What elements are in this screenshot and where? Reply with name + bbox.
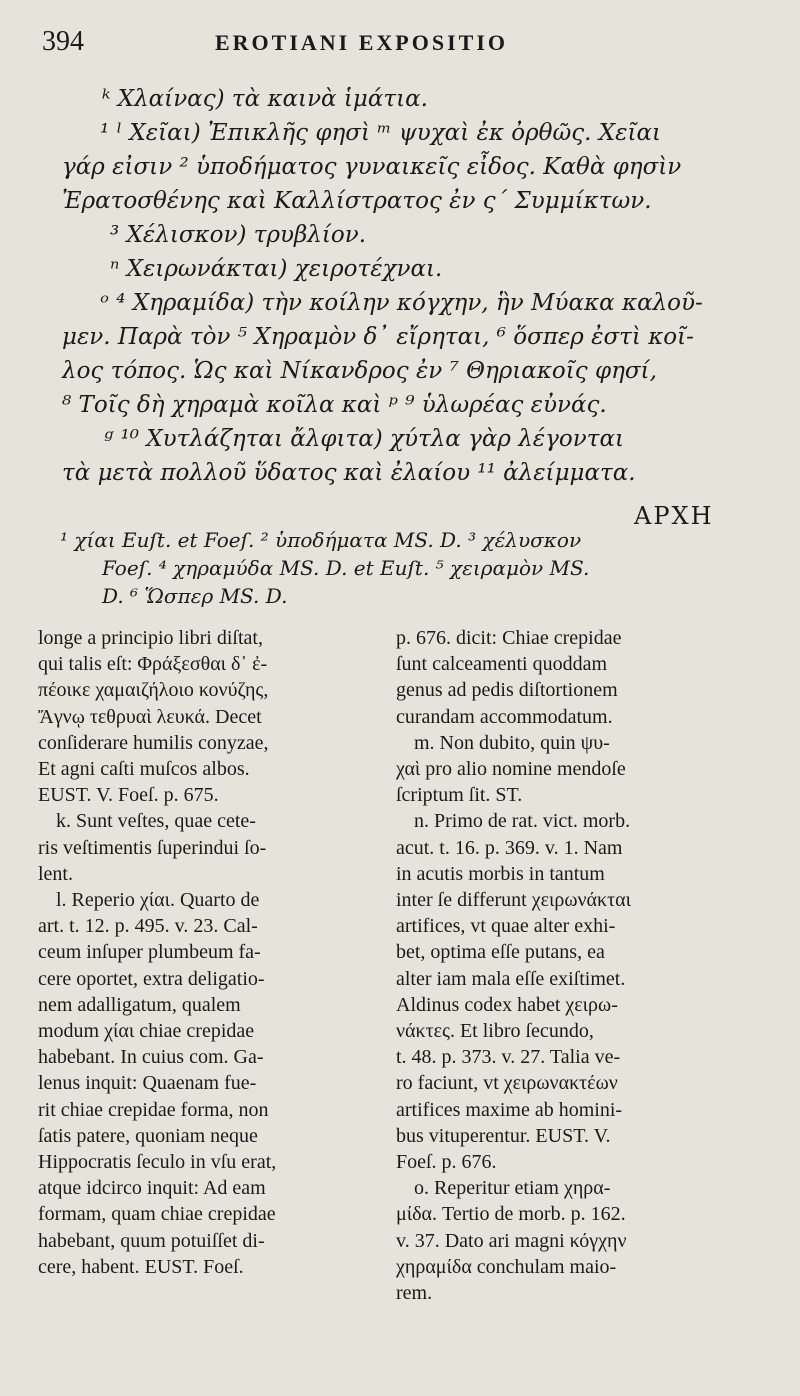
gloss-line: ⁿ Χειρωνάκται) χειροτέχναι. [110,256,443,282]
commentary-paragraph: o. Reperitur etiam χηρα- μίδα. Tertio de morb. p. 162. v. 37. Dato ari magni κόγχην χηραμίδα conchulam maio- rem. [396,1177,627,1305]
apparatus-line: Foeſ. ⁴ χηραμύδα MS. D. et Euſt. ⁵ χειραμὸν MS. [102,556,590,580]
commentary-right-column [396,625,728,1306]
gloss-line: ³ Χέλισκον) τρυβλίον. [110,222,366,248]
commentary-left-column [38,625,374,1280]
apparatus-line: D. ⁶ Ὥσπερ MS. D. [102,584,288,608]
catchword: ΑΡΧΗ [634,502,714,530]
gloss-line: ᵍ ¹⁰ Χυτλάζηται ἄλφιτα) χύτλα γὰρ λέγονται [104,426,624,452]
gloss-line: ᵒ ⁴ Χηραμίδα) τὴν κοίλην κόγχην, ἣν Μύακα καλοῦ- [100,290,703,316]
running-head: EROTIANI EXPOSITIO [215,30,509,55]
gloss-line: ¹ ˡ Χεῖαι) Ἐπικλῆς φησὶ ᵐ ψυχαὶ ἐκ ὀρθῶς. Χεῖαι [100,120,662,146]
commentary-paragraph: k. Sunt veſtes, quae cete- ris veſtimentis ſuperindui ſo- lent. [38,810,267,885]
gloss-line: τὰ μετὰ πολλοῦ ὕδατος καὶ ἐλαίου ¹¹ ἀλείμματα. [62,460,636,486]
gloss-line: μεν. Παρὰ τὸν ⁵ Χηραμὸν δ᾽ εἴρηται, ⁶ ὅσπερ ἐστὶ κοῖ- [62,324,694,350]
page-number: 394 [42,26,84,57]
gloss-line: λος τόπος. Ὡς καὶ Νίκανδρος ἐν ⁷ Θηριακοῖς φησί, [62,358,657,384]
commentary-paragraph: p. 676. dicit: Chiae crepidae ſunt calceamenti quoddam genus ad pedis diſtortionem curandam accommodatum. [396,627,622,728]
commentary-paragraph: m. Non dubito, quin ψυ- χαὶ pro alio nomine mendoſe ſcriptum ſit. ST. [396,731,626,807]
commentary-paragraph: n. Primo de rat. vict. morb. acut. t. 16. p. 369. v. 1. Nam in acutis morbis in tantum inter ſe differunt χειρωνάκται artifices, vt quae alter exhi- bet, optima eſſe putans, ea alter iam mala eſſe exiſtimet. Aldinus codex habet χειρω- νάκτες. Et libro ſecundo, t. 48. p. 373. v. 27. Talia ve- ro faciunt, vt χειρωνακτέων artifices maxime ab homini- bus vituperentur. EUST. V. Foeſ. p. 676. [396,810,631,1174]
commentary-paragraph: longe a principio libri diſtat, qui talis eſt: Φράξεσθαι δ᾽ ἐ- πέοικε χαμαιζήλοιο κονύζης, Ἄγνῳ τεθρυαὶ λευκά. Decet conſiderare humilis conyzae, Et agni caſti muſcos albos. EUST. V. Foeſ. p. 675. [38,627,269,807]
apparatus-criticus [60,526,760,610]
commentary-paragraph: l. Reperio χίαι. Quarto de art. t. 12. p. 495. v. 23. Cal- ceum inſuper plumbeum fa- cere oportet, extra deligatio- nem adalligatum, qualem modum χίαι chiae crepidae habebant. In cuius com. Ga- lenus inquit: Quaenam fue- rit chiae crepidae forma, non ſatis patere, quoniam neque Hippocratis ſeculo in vſu erat, atque idcirco inquit: Ad eam formam, quam chiae crepidae habebant, quum potuiſſet di- cere, habent. EUST. Foeſ. [38,889,277,1278]
gloss-line: Ἐρατοσθένης καὶ Καλλίστρατος ἐν ς´ Συμμίκτων. [62,188,652,214]
gloss-line: γάρ εἰσιν ² ὑποδήματος γυναικεῖς εἶδος. Καθὰ φησὶν [62,154,682,180]
gloss-line: ⁸ Τοῖς δὴ χηραμὰ κοῖλα καὶ ᵖ ⁹ ὑλωρέας εὐνάς. [62,392,607,418]
apparatus-line: ¹ χίαι Euſt. et Foeſ. ² ὑποδήματα MS. D. ³ χέλυσκον [60,528,582,552]
gloss-line: ᵏ Χλαίνας) τὰ καινὰ ἱμάτια. [102,86,428,112]
